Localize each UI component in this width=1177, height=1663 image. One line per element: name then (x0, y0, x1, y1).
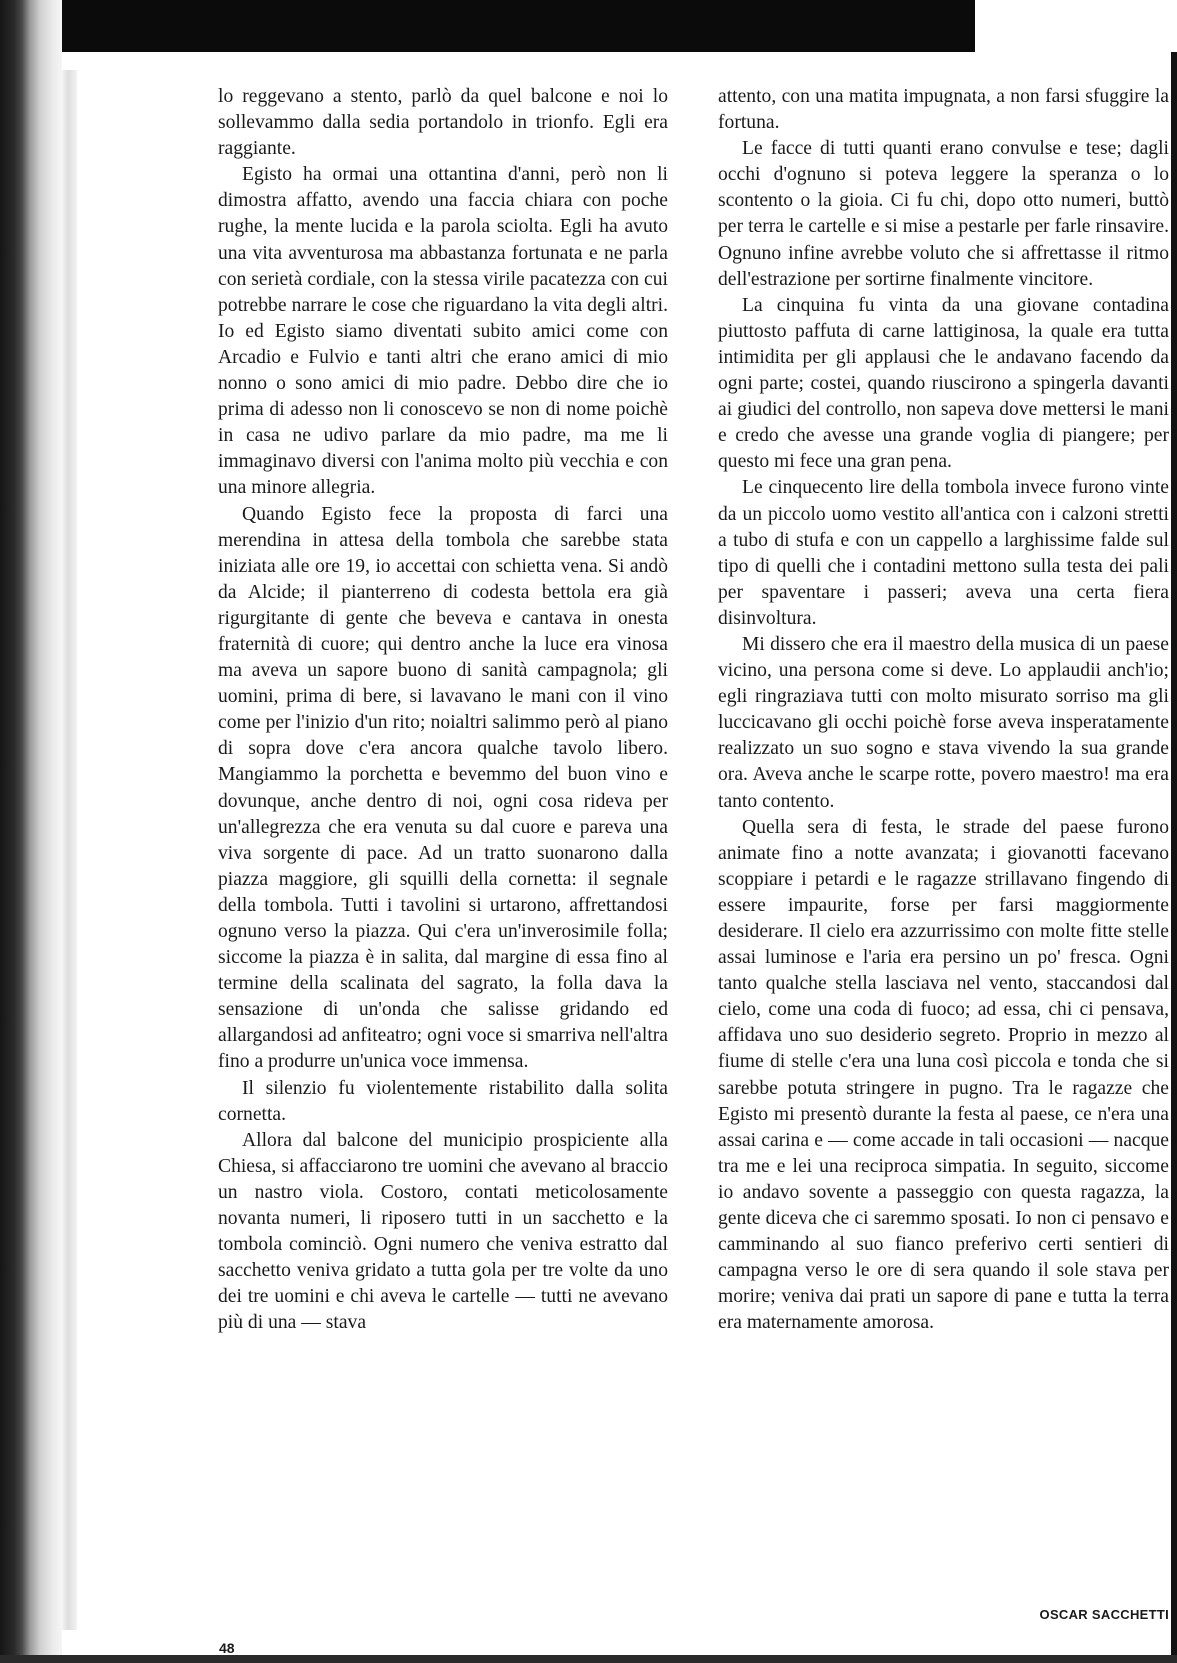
scan-top-band (0, 0, 975, 52)
article-column-right (718, 84, 1169, 1337)
page-fold-shadow (62, 70, 78, 1630)
paragraph: Quando Egisto fece la proposta di farci una merendina in attesa della tombola che sarebbe stata iniziata alle ore 19, io accettai con schietta vena. Si andò da Alcide; il pianterreno di codesta bettola era già rigurgitante di gente che beveva e cantava in onesta fraternità di cuore; qui dentro anche la luce era vinosa ma aveva un sapore buono di sanità campagnola; gli uomini, prima di bere, si lavavano le mani con il vino come per l'inizio d'un rito; noialtri salimmo però al piano di sopra dove c'era ancora qualche tavolo libero. Mangiammo la porchetta e bevemmo del buon vino e dovunque, anche dentro di noi, ogni cosa rideva per un'allegrezza che era venuta su dal cuore e pareva una viva sorgente di pace. Ad un tratto suonarono dalla piazza maggiore, gli squilli della cornetta: il segnale della tombola. Tutti i tavolini si urtarono, affrettandosi ognuno verso la piazza. Qui c'era un'inverosimile folla; siccome la piazza è in salita, dal margine di essa fino al termine della scalinata del sagrato, la folla dava la sensazione di un'onda che salisse gridando ed allargandosi ad anfiteatro; ogni voce si smarriva nell'altra fino a produrre un'unica voce immensa. (218, 503, 668, 1073)
paragraph: Egisto ha ormai una ottantina d'anni, però non li dimostra affatto, avendo una faccia chiara con poche rughe, la mente lucida e la parola sciolta. Egli ha avuto una vita avventurosa ma abbastanza fortunata e ne parla con serietà cordiale, con la stessa virile pacatezza con cui potrebbe narrare le cose che riguardano la vita degli altri. Io ed Egisto siamo diventati subito amici come con Arcadio e Fulvio e tanti altri che erano amici di mio nonno o sono amici di mio padre. Debbo dire che io prima di adesso non li conoscevo se non di nome poichè in casa ne udivo parlare da mio padre, ma me li immaginavo diversi con l'anima molto più vecchia e con una minore allegria. (218, 164, 668, 499)
paragraph: attento, con una matita impugnata, a non farsi sfuggire la fortuna. (718, 86, 1169, 134)
paragraph: Il silenzio fu violentemente ristabilito dalla solita cornetta. (218, 1077, 668, 1125)
paragraph: Allora dal balcone del municipio prospiciente alla Chiesa, si affacciarono tre uomini che avevano al braccio un nastro viola. Costoro, contati meticolosamente novanta numeri, li riposero tutti in un sacchetto e la tombola cominciò. Ogni numero che veniva estratto dal sacchetto veniva gridato a tutta gola per tre volte da uno dei tre uomini e chi aveva le cartelle — tutti ne avevano più di una — stava (218, 1129, 668, 1334)
scan-right-edge (1171, 52, 1177, 1663)
scan-bottom-edge (0, 1655, 1177, 1663)
paragraph: Le cinquecento lire della tombola invece furono vinte da un piccolo uomo vestito all'antica con i calzoni stretti a tubo di stufa e con un cappello a larghissime falde sul tipo di quelli che i contadini mettono sulla testa dei pali per spaventare i passeri; aveva una certa fiera disinvoltura. (718, 477, 1169, 629)
article-column-left (218, 84, 668, 1337)
page-number: 48 (219, 1640, 235, 1656)
paragraph: Quella sera di festa, le strade del paese furono animate fino a notte avanzata; i giovanotti facevano scoppiare i petardi e le ragazze strillavano fingendo di essere impaurite, forse per farsi maggiormente desiderare. Il cielo era azzurrissimo con molte fitte stelle assai luminose e l'aria era persino un po' fresca. Ogni tanto qualche stella lasciava nel vento, staccandosi dal cielo, come una coda di fuoco; ad essa, chi ci pensava, affidava uno suo desiderio segreto. Proprio in mezzo al fiume di stelle c'era una luna così piccola e tonda che si sarebbe potuta stringere in pugno. Tra le ragazze che Egisto mi presentò durante la festa al paese, ce n'era una assai carina e — come accade in tali occasioni — nacque tra me e lei una reciproca simpatia. In seguito, siccome io andavo sovente a passeggio con questa ragazza, la gente diceva che ci saremmo sposati. Io non ci pensavo e camminando al suo fianco preferivo certi sentieri di campagna verso le ore di sera quando il sole stava per morire; veniva dai prati un sapore di pane e tutta la terra era maternamente amorosa. (718, 816, 1169, 1334)
paragraph: La cinquina fu vinta da una giovane contadina piuttosto paffuta di carne lattiginosa, la quale era tutta intimidita per gli applausi che le andavano facendo da ogni parte; costei, quando riuscirono a spingerla davanti ai giudici del controllo, non sapeva dove mettersi le mani e credo che avesse una grande voglia di piangere; per questo mi fece una gran pena. (718, 294, 1169, 473)
paragraph: Le facce di tutti quanti erano convulse e tese; dagli occhi d'ognuno si poteva leggere la speranza o lo scontento o la gioia. Ci fu chi, dopo otto numeri, buttò per terra le cartelle e si mise a pestarle per farle rinsavire. Ognuno infine avrebbe voluto che si affrettasse il ritmo dell'estrazione per sortirne finalmente vincitore. (718, 138, 1169, 290)
paragraph: Mi dissero che era il maestro della musica di un paese vicino, una persona come si deve. Lo applaudii anch'io; egli ringraziava tutti con molto misurato sorriso ma gli luccicavano gli occhi poichè forse aveva insperatamente realizzato un suo sogno e stava vivendo la sua grande ora. Aveva anche le scarpe rotte, povero maestro! ma era tanto contento. (718, 633, 1169, 812)
scan-top-band-gap (975, 0, 1177, 38)
book-spine-shadow (0, 0, 62, 1663)
paragraph: lo reggevano a stento, parlò da quel balcone e noi lo sollevammo dalla sedia portandolo in trionfo. Egli era raggiante. (218, 86, 668, 160)
author-signature: OSCAR SACCHETTI (1039, 1607, 1169, 1622)
